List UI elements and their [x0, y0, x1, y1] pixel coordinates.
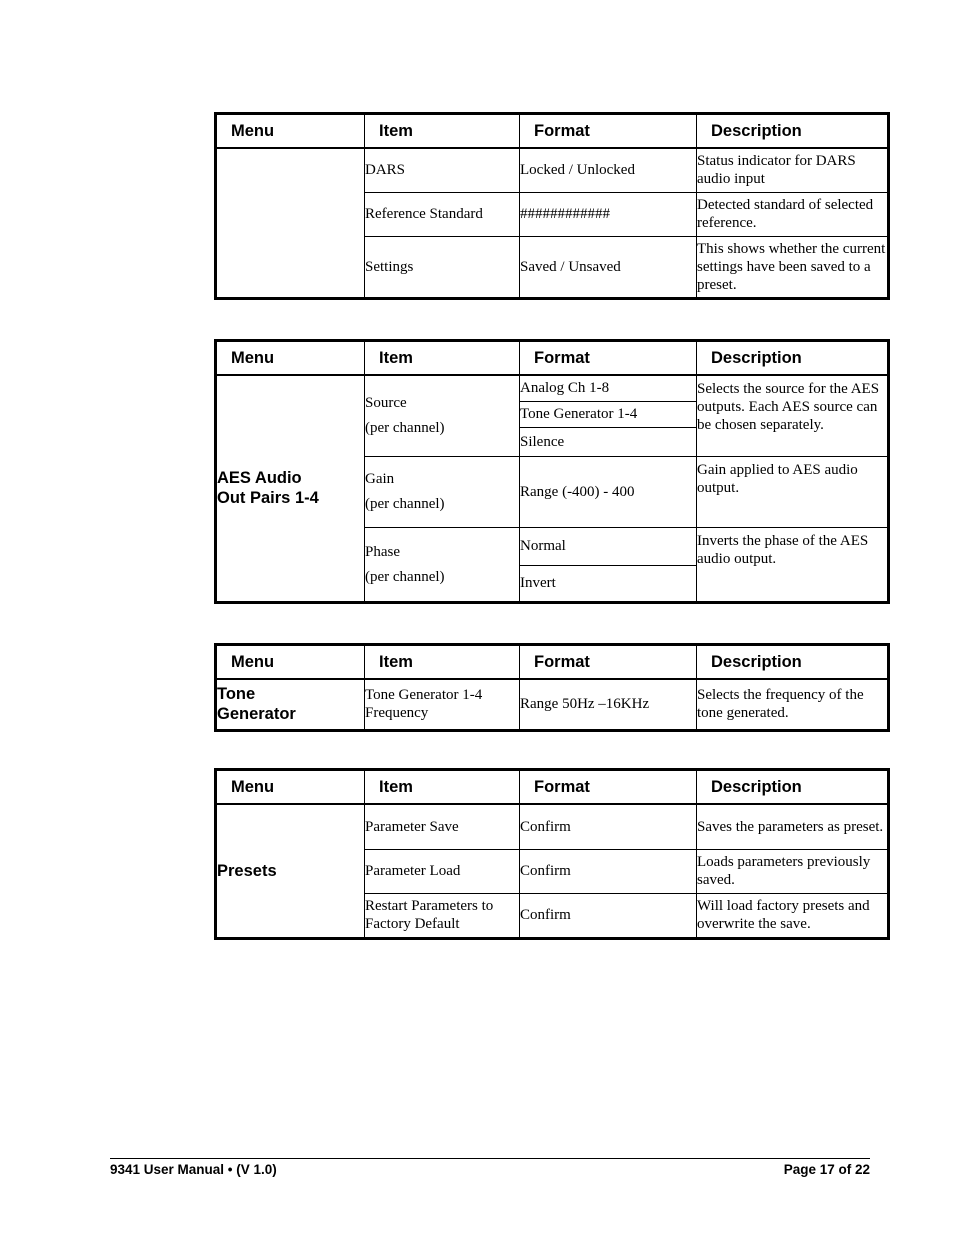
menu-label-line1: AES Audio [217, 469, 302, 488]
presets-table [214, 768, 890, 940]
description-cell: Selects the frequency of the tone generated. [697, 679, 889, 730]
item-cell: Reference Standard [365, 192, 520, 236]
header-format: Format [520, 114, 697, 149]
header-item: Item [365, 114, 520, 149]
aes-audio-table [214, 339, 890, 604]
menu-label-line2: Generator [217, 705, 296, 724]
item-cell-source [365, 375, 520, 456]
table-row [216, 375, 889, 401]
header-menu: Menu [216, 341, 365, 376]
table-row [216, 679, 889, 730]
header-description: Description [697, 341, 889, 376]
menu-cell [216, 375, 365, 602]
header-menu: Menu [216, 770, 365, 805]
description-cell: Loads parameters previously saved. [697, 849, 889, 893]
format-cell: Range (-400) - 400 [520, 456, 697, 527]
item-cell: Settings [365, 236, 520, 298]
header-format: Format [520, 341, 697, 376]
format-cell: Invert [520, 565, 697, 602]
format-cell: ############ [520, 192, 697, 236]
header-item: Item [365, 770, 520, 805]
item-cell-gain [365, 456, 520, 527]
description-cell: Selects the source for the AES outputs. Each AES source can be chosen separately. [697, 375, 889, 456]
description-cell: Gain applied to AES audio output. [697, 456, 889, 527]
format-cell: Range 50Hz –16KHz [520, 679, 697, 730]
format-cell: Tone Generator 1-4 [520, 401, 697, 427]
description-cell: Inverts the phase of the AES audio output. [697, 527, 889, 602]
menu-cell-empty [216, 148, 365, 298]
footer-manual-title: 9341 User Manual • (V 1.0) [110, 1162, 277, 1177]
footer-divider [110, 1158, 870, 1159]
item-label: Gain [365, 471, 395, 487]
header-item: Item [365, 341, 520, 376]
description-cell: This shows whether the current settings have been saved to a preset. [697, 236, 889, 298]
item-cell: Restart Parameters to Factory Default [365, 893, 520, 938]
format-cell: Confirm [520, 804, 697, 849]
item-cell: Parameter Load [365, 849, 520, 893]
format-cell: Normal [520, 527, 697, 565]
header-item: Item [365, 645, 520, 680]
format-cell: Confirm [520, 893, 697, 938]
table-row [216, 148, 889, 192]
item-label: Source [365, 395, 407, 412]
tone-generator-table [214, 643, 890, 732]
menu-cell [216, 679, 365, 730]
format-cell: Analog Ch 1-8 [520, 375, 697, 401]
menu-cell: Presets [216, 804, 365, 938]
header-description: Description [697, 114, 889, 149]
table-row [216, 804, 889, 849]
header-description: Description [697, 770, 889, 805]
item-label: Phase [365, 543, 400, 560]
description-cell: Status indicator for DARS audio input [697, 148, 889, 192]
header-format: Format [520, 770, 697, 805]
format-cell: Confirm [520, 849, 697, 893]
header-description: Description [697, 645, 889, 680]
format-cell: Silence [520, 427, 697, 456]
description-cell: Will load factory presets and overwrite the save. [697, 893, 889, 938]
item-sublabel: (per channel) [365, 568, 445, 585]
header-menu: Menu [216, 645, 365, 680]
header-menu: Menu [216, 114, 365, 149]
menu-label-line1: Tone [217, 685, 256, 704]
header-format: Format [520, 645, 697, 680]
description-cell: Detected standard of selected reference. [697, 192, 889, 236]
format-cell: Locked / Unlocked [520, 148, 697, 192]
menu-label-line2: Out Pairs 1-4 [217, 489, 319, 508]
footer-page-number: Page 17 of 22 [783, 1162, 870, 1177]
description-cell: Saves the parameters as preset. [697, 804, 889, 849]
item-cell: Tone Generator 1-4 Frequency [365, 679, 520, 730]
status-table [214, 112, 890, 300]
item-cell: Parameter Save [365, 804, 520, 849]
item-cell-phase [365, 527, 520, 602]
format-cell: Saved / Unsaved [520, 236, 697, 298]
item-cell: DARS [365, 148, 520, 192]
item-sublabel: (per channel) [365, 496, 445, 512]
item-sublabel: (per channel) [365, 420, 445, 437]
